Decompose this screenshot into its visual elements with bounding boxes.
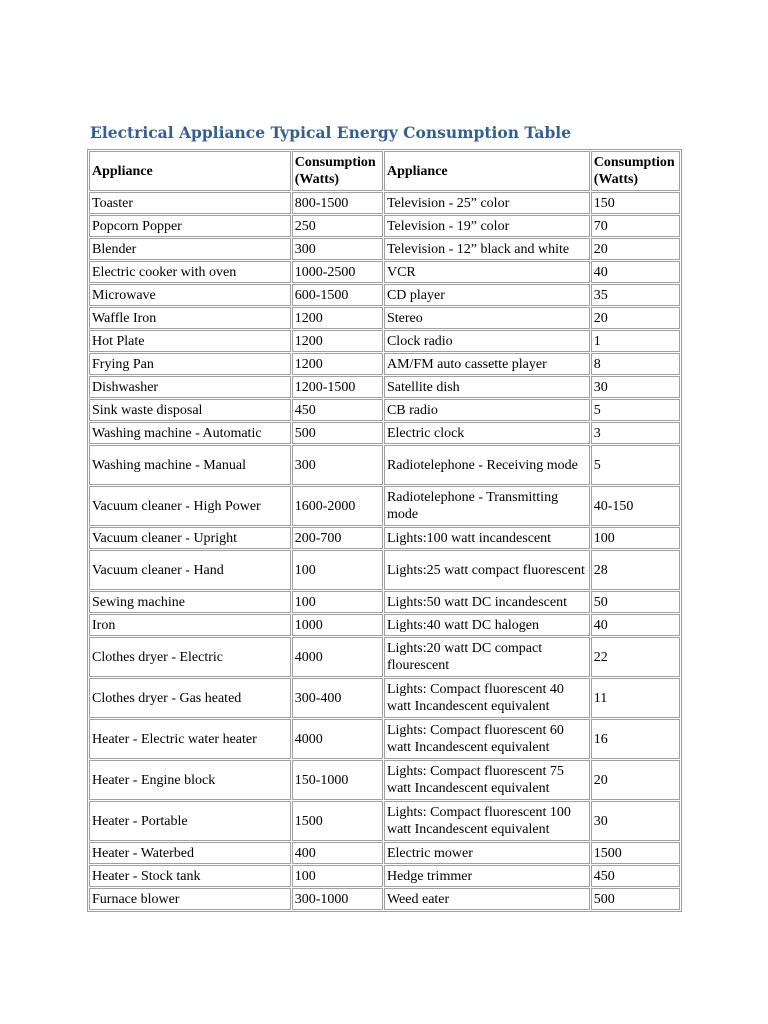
appliance-watts: 20 (591, 238, 680, 260)
appliance-watts: 35 (591, 284, 680, 306)
table-row (89, 550, 680, 590)
appliance-name: Electric cooker with oven (89, 261, 291, 283)
appliance-name: Sewing machine (89, 591, 291, 613)
appliance-name: VCR (384, 261, 590, 283)
appliance-watts: 20 (591, 760, 680, 800)
appliance-name: Hedge trimmer (384, 865, 590, 887)
table-row (89, 591, 680, 613)
appliance-watts: 1200-1500 (292, 376, 383, 398)
appliance-name: Frying Pan (89, 353, 291, 375)
table-row (89, 865, 680, 887)
appliance-name: Clothes dryer - Gas heated (89, 678, 291, 718)
appliance-name: Radiotelephone - Receiving mode (384, 445, 590, 485)
appliance-name: CD player (384, 284, 590, 306)
appliance-name: Lights: Compact fluorescent 75 watt Incandescent equivalent (384, 760, 590, 800)
appliance-watts: 30 (591, 376, 680, 398)
table-row (89, 678, 680, 718)
appliance-name: AM/FM auto cassette player (384, 353, 590, 375)
header-appliance: Appliance (384, 151, 590, 191)
appliance-watts: 1200 (292, 353, 383, 375)
appliance-watts: 100 (292, 865, 383, 887)
appliance-name: Clock radio (384, 330, 590, 352)
appliance-name: Radiotelephone - Transmitting mode (384, 486, 590, 526)
appliance-name: Lights:25 watt compact fluorescent (384, 550, 590, 590)
appliance-watts: 300-400 (292, 678, 383, 718)
table-row (89, 801, 680, 841)
appliance-watts: 450 (292, 399, 383, 421)
appliance-watts: 400 (292, 842, 383, 864)
appliance-name: Heater - Electric water heater (89, 719, 291, 759)
appliance-watts: 300 (292, 238, 383, 260)
appliance-name: Satellite dish (384, 376, 590, 398)
appliance-name: Lights: Compact fluorescent 100 watt Incandescent equivalent (384, 801, 590, 841)
table-row (89, 637, 680, 677)
appliance-name: Vacuum cleaner - Hand (89, 550, 291, 590)
appliance-watts: 4000 (292, 719, 383, 759)
table-row (89, 527, 680, 549)
appliance-name: Heater - Stock tank (89, 865, 291, 887)
appliance-watts: 1500 (292, 801, 383, 841)
appliance-watts: 5 (591, 399, 680, 421)
appliance-name: Washing machine - Automatic (89, 422, 291, 444)
appliance-watts: 1000 (292, 614, 383, 636)
table-header-row (89, 151, 680, 191)
appliance-watts: 8 (591, 353, 680, 375)
appliance-watts: 1200 (292, 307, 383, 329)
appliance-watts: 100 (292, 550, 383, 590)
appliance-watts: 1200 (292, 330, 383, 352)
appliance-name: Hot Plate (89, 330, 291, 352)
appliance-name: Iron (89, 614, 291, 636)
table-row (89, 284, 680, 306)
appliance-watts: 500 (591, 888, 680, 910)
appliance-name: Electric mower (384, 842, 590, 864)
appliance-name: Vacuum cleaner - High Power (89, 486, 291, 526)
header-appliance: Appliance (89, 151, 291, 191)
table-row (89, 486, 680, 526)
table-row (89, 888, 680, 910)
table-row (89, 760, 680, 800)
table-row (89, 422, 680, 444)
appliance-name: Dishwasher (89, 376, 291, 398)
header-consumption: Consumption (Watts) (591, 151, 680, 191)
appliance-name: Washing machine - Manual (89, 445, 291, 485)
appliance-watts: 800-1500 (292, 192, 383, 214)
appliance-watts: 1600-2000 (292, 486, 383, 526)
table-row (89, 307, 680, 329)
appliance-watts: 70 (591, 215, 680, 237)
table-row (89, 842, 680, 864)
appliance-name: Lights:40 watt DC halogen (384, 614, 590, 636)
appliance-watts: 100 (292, 591, 383, 613)
header-consumption: Consumption (Watts) (292, 151, 383, 191)
appliance-watts: 40-150 (591, 486, 680, 526)
table-row (89, 719, 680, 759)
appliance-name: Vacuum cleaner - Upright (89, 527, 291, 549)
appliance-name: Heater - Engine block (89, 760, 291, 800)
table-row (89, 445, 680, 485)
table-row (89, 614, 680, 636)
appliance-name: Popcorn Popper (89, 215, 291, 237)
appliance-name: Television - 19” color (384, 215, 590, 237)
appliance-watts: 16 (591, 719, 680, 759)
table-row (89, 376, 680, 398)
appliance-name: Lights:20 watt DC compact flourescent (384, 637, 590, 677)
appliance-watts: 28 (591, 550, 680, 590)
appliance-name: Furnace blower (89, 888, 291, 910)
appliance-name: Stereo (384, 307, 590, 329)
table-row (89, 215, 680, 237)
appliance-watts: 1500 (591, 842, 680, 864)
appliance-watts: 30 (591, 801, 680, 841)
appliance-name: Electric clock (384, 422, 590, 444)
appliance-watts: 250 (292, 215, 383, 237)
appliance-watts: 4000 (292, 637, 383, 677)
appliance-watts: 40 (591, 261, 680, 283)
appliance-name: Television - 12” black and white (384, 238, 590, 260)
appliance-watts: 20 (591, 307, 680, 329)
appliance-watts: 300-1000 (292, 888, 383, 910)
energy-consumption-table (87, 149, 682, 912)
appliance-watts: 50 (591, 591, 680, 613)
table-row (89, 192, 680, 214)
page-title: Electrical Appliance Typical Energy Consumption Table (90, 123, 572, 142)
appliance-name: Lights:50 watt DC incandescent (384, 591, 590, 613)
appliance-watts: 150-1000 (292, 760, 383, 800)
appliance-name: Television - 25” color (384, 192, 590, 214)
appliance-watts: 3 (591, 422, 680, 444)
table-row (89, 330, 680, 352)
appliance-name: Heater - Waterbed (89, 842, 291, 864)
table-row (89, 399, 680, 421)
appliance-name: Sink waste disposal (89, 399, 291, 421)
appliance-name: CB radio (384, 399, 590, 421)
appliance-name: Lights: Compact fluorescent 60 watt Incandescent equivalent (384, 719, 590, 759)
appliance-name: Clothes dryer - Electric (89, 637, 291, 677)
appliance-watts: 600-1500 (292, 284, 383, 306)
table-row (89, 238, 680, 260)
table-row (89, 353, 680, 375)
appliance-name: Lights:100 watt incandescent (384, 527, 590, 549)
appliance-watts: 40 (591, 614, 680, 636)
appliance-watts: 450 (591, 865, 680, 887)
appliance-watts: 300 (292, 445, 383, 485)
appliance-watts: 100 (591, 527, 680, 549)
appliance-name: Blender (89, 238, 291, 260)
appliance-watts: 22 (591, 637, 680, 677)
appliance-watts: 11 (591, 678, 680, 718)
appliance-name: Microwave (89, 284, 291, 306)
appliance-name: Lights: Compact fluorescent 40 watt Incandescent equivalent (384, 678, 590, 718)
appliance-name: Waffle Iron (89, 307, 291, 329)
appliance-name: Toaster (89, 192, 291, 214)
appliance-watts: 1000-2500 (292, 261, 383, 283)
appliance-watts: 5 (591, 445, 680, 485)
appliance-name: Weed eater (384, 888, 590, 910)
appliance-watts: 150 (591, 192, 680, 214)
table-row (89, 261, 680, 283)
appliance-watts: 200-700 (292, 527, 383, 549)
appliance-watts: 1 (591, 330, 680, 352)
appliance-name: Heater - Portable (89, 801, 291, 841)
appliance-watts: 500 (292, 422, 383, 444)
